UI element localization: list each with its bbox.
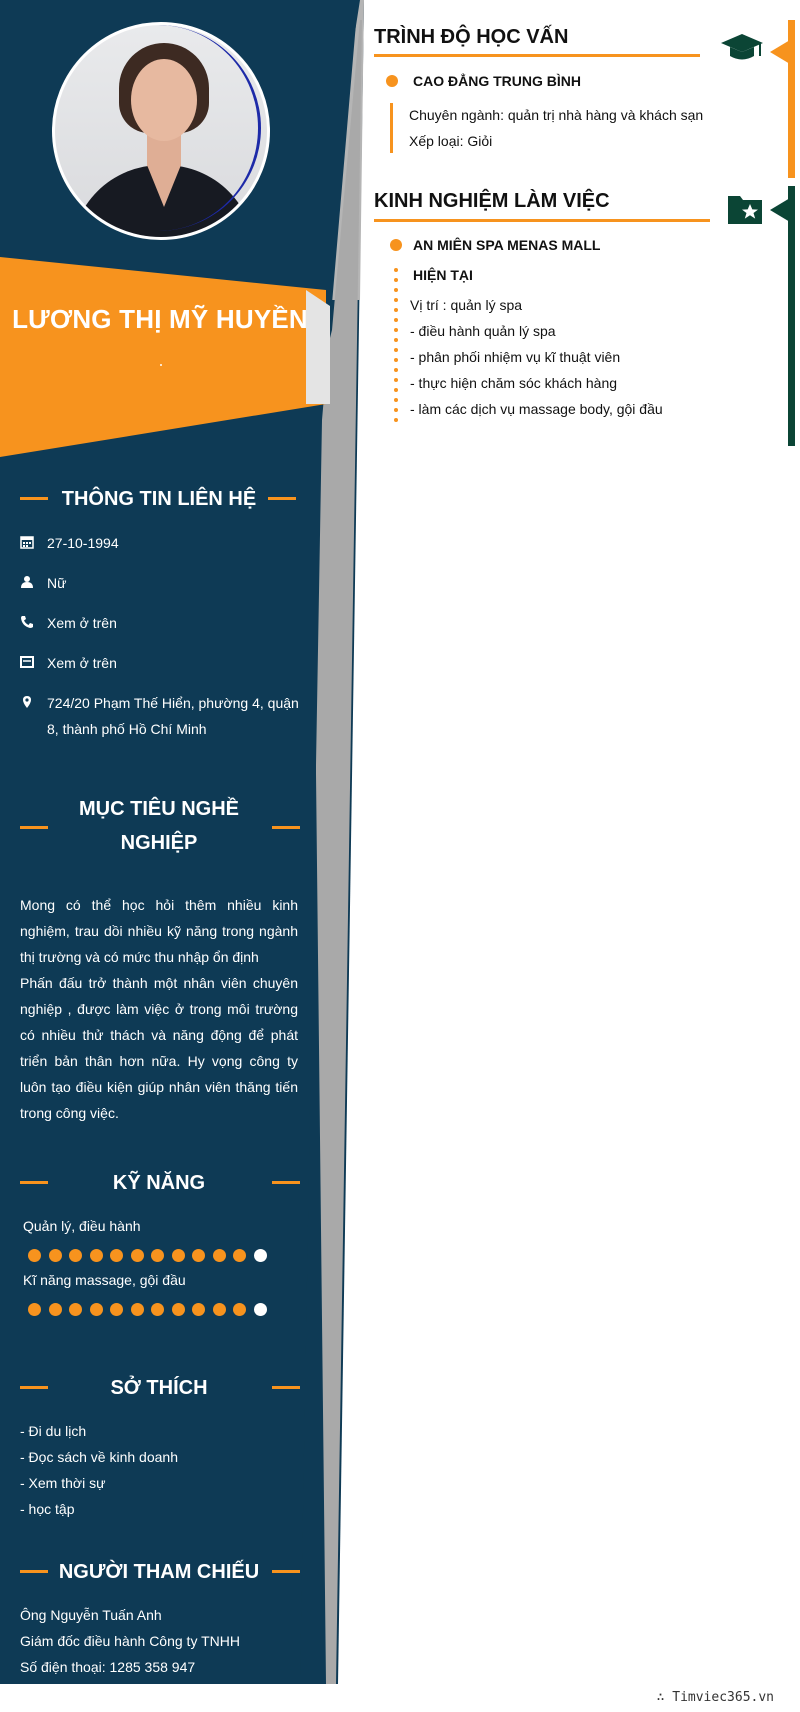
rating-dot-filled (49, 1303, 62, 1316)
experience-period: HIỆN TẠI (413, 267, 473, 283)
reference-line: Giám đốc điều hành Công ty TNHH (20, 1633, 240, 1649)
education-major: Chuyên ngành: quản trị nhà hàng và khách sạn (409, 107, 704, 123)
experience-detail: - phân phối nhiệm vụ kĩ thuật viên (410, 349, 621, 365)
rating-dot-filled (49, 1249, 62, 1262)
experience-details (410, 292, 663, 422)
rating-dot-filled (192, 1303, 205, 1316)
education-detail-line (390, 103, 393, 153)
reference-line: Ông Nguyễn Tuấn Anh (20, 1607, 162, 1623)
avatar (52, 22, 270, 240)
objective-title-line1: MỤC TIÊU NGHỀ (79, 798, 239, 820)
timeline-dot (394, 338, 398, 342)
folder-star-icon (726, 192, 766, 226)
education-grade: Xếp loại: Giỏi (409, 133, 493, 149)
experience-bullet (390, 239, 402, 251)
hobby-item: - Đọc sách về kinh doanh (20, 1449, 178, 1465)
user-icon (20, 575, 34, 589)
name-subtitle-dot (160, 364, 162, 366)
timeline-dot (394, 268, 398, 272)
experience-detail: - thực hiện chăm sóc khách hàng (410, 375, 618, 391)
experience-detail: - điều hành quản lý spa (410, 323, 556, 339)
hobbies-title: SỞ THÍCH (110, 1377, 208, 1399)
section-dash-right (272, 1386, 300, 1389)
phone-icon (20, 615, 34, 629)
timeline-dot (394, 318, 398, 322)
rating-dot-filled (172, 1303, 185, 1316)
experience-title: KINH NGHIỆM LÀM VIỆC (374, 190, 610, 212)
section-dash-right (268, 497, 296, 500)
timeline-dot (394, 358, 398, 362)
objective-text-1: Mong có thể học hỏi thêm nhiều kinh nghiệm, trau dồi nhiều kỹ năng trong ngành thị trường và có mức thu nhập ổn định (20, 897, 298, 965)
rating-dot-filled (192, 1249, 205, 1262)
education-title: TRÌNH ĐỘ HỌC VẤN (374, 26, 569, 48)
footer-brand (657, 1690, 774, 1705)
skill-rating-1 (28, 1303, 274, 1317)
rating-dot-filled (28, 1249, 41, 1262)
calendar-icon (20, 535, 34, 549)
reference-list (20, 1602, 300, 1680)
timeline-dot (394, 418, 398, 422)
rating-dot-filled (233, 1303, 246, 1316)
rating-dot-filled (90, 1303, 103, 1316)
education-bullet (386, 75, 398, 87)
education-school: CAO ĐẲNG TRUNG BÌNH (413, 73, 581, 89)
section-dash-right (272, 1181, 300, 1184)
timeline-dot (394, 408, 398, 412)
email-icon (20, 655, 34, 669)
timeline-dot (394, 278, 398, 282)
experience-side-bar (788, 186, 795, 446)
rating-dot-filled (131, 1249, 144, 1262)
footer-logo-icon: ∴ (656, 1690, 665, 1705)
rating-dot-filled (233, 1249, 246, 1262)
timeline-dot (394, 378, 398, 382)
contact-title: THÔNG TIN LIÊN HỆ (61, 488, 257, 510)
location-icon (20, 695, 34, 709)
timeline-dot (394, 288, 398, 292)
objective-title-line2: NGHIỆP (120, 832, 198, 854)
section-dash-right (272, 826, 300, 829)
timeline-dot (394, 328, 398, 332)
footer-brand-text: Timviec365.vn (672, 1690, 774, 1705)
hobbies-list (20, 1418, 300, 1522)
experience-company: AN MIÊN SPA MENAS MALL (413, 237, 601, 253)
rating-dot-filled (69, 1249, 82, 1262)
rating-dot-filled (172, 1249, 185, 1262)
timeline-dot (394, 398, 398, 402)
experience-dotted-line (394, 268, 398, 420)
skill-label-0: Quản lý, điều hành (23, 1218, 141, 1234)
graduation-cap-icon (720, 32, 764, 64)
section-dash-right (272, 1570, 300, 1573)
timeline-dot (394, 348, 398, 352)
hobby-item: - học tập (20, 1501, 75, 1517)
rating-dot-filled (69, 1303, 82, 1316)
hobby-item: - Đi du lịch (20, 1423, 87, 1439)
objective-text-2: Phấn đấu trở thành một nhân viên chuyên nghiệp , được làm việc ở trong môi trường có nhiều thử thách và năng động để phát triển bản thân hơn nữa. Hy vọng công ty luôn tạo điều kiện giúp nhân viên thăng tiến trong công việc. (20, 975, 298, 1121)
timeline-dot (394, 368, 398, 372)
rating-dot-filled (151, 1303, 164, 1316)
timeline-dot (394, 388, 398, 392)
experience-underline (374, 219, 710, 222)
experience-flag (770, 198, 790, 222)
rating-dot-empty (254, 1303, 267, 1316)
reference-title: NGƯỜI THAM CHIẾU (58, 1561, 260, 1583)
experience-detail: Vị trí : quản lý spa (410, 297, 523, 313)
skill-rating-0 (28, 1249, 274, 1263)
sidebar: LƯƠNG THỊ MỸ HUYỀN THÔNG TIN LIÊN HỆ 27-10-1994 Nữ Xem ở trên Xem ở trên 724/20 Phạm Thế Hiển, phường 4, quận 8, thành phố Hồ Chí Minh MỤC TIÊU NGHỀ NGHIỆP Mong có thể học hỏi thêm nhiều kinh nghiệm, trau dồi nhiều kỹ năng trong ngành thị trường và có mức thu nhập ổn định Phấn đấu trở thành một nhân viên chuyên nghiệp , được làm việc ở trong môi trường có nhiều thử thách và năng động để phát triển bản thân hơn nữa. Hy vọng công ty luôn tạo điều kiện giúp nhân viên thăng tiến trong công việc. KỸ NĂNG Quản lý, điều hành Kĩ năng massage, gội đầu SỞ THÍCH - Đi du lịch - Đọc sách về kinh doanh - Xem thời sự - học tập NGƯỜI THAM CHIẾU Ông Nguyễn Tuấn Anh Giám đốc điều hành Công ty TNHH Số điện thoại: 1285 358 947 (0, 0, 330, 1712)
education-underline (374, 54, 700, 57)
candidate-name: LƯƠNG THỊ MỸ HUYỀN (12, 304, 308, 334)
reference-line: Số điện thoại: 1285 358 947 (20, 1659, 196, 1675)
rating-dot-filled (110, 1249, 123, 1262)
hobby-item: - Xem thời sự (20, 1475, 106, 1491)
rating-dot-filled (213, 1303, 226, 1316)
skill-label-1: Kĩ năng massage, gội đầu (23, 1272, 186, 1288)
rating-dot-filled (151, 1249, 164, 1262)
rating-dot-filled (28, 1303, 41, 1316)
rating-dot-empty (254, 1249, 267, 1262)
timeline-dot (394, 308, 398, 312)
rating-dot-filled (90, 1249, 103, 1262)
skills-title: KỸ NĂNG (112, 1172, 206, 1194)
experience-detail: - làm các dịch vụ massage body, gội đầu (410, 401, 663, 417)
education-flag (770, 40, 790, 64)
timeline-dot (394, 298, 398, 302)
rating-dot-filled (213, 1249, 226, 1262)
rating-dot-filled (110, 1303, 123, 1316)
rating-dot-filled (131, 1303, 144, 1316)
